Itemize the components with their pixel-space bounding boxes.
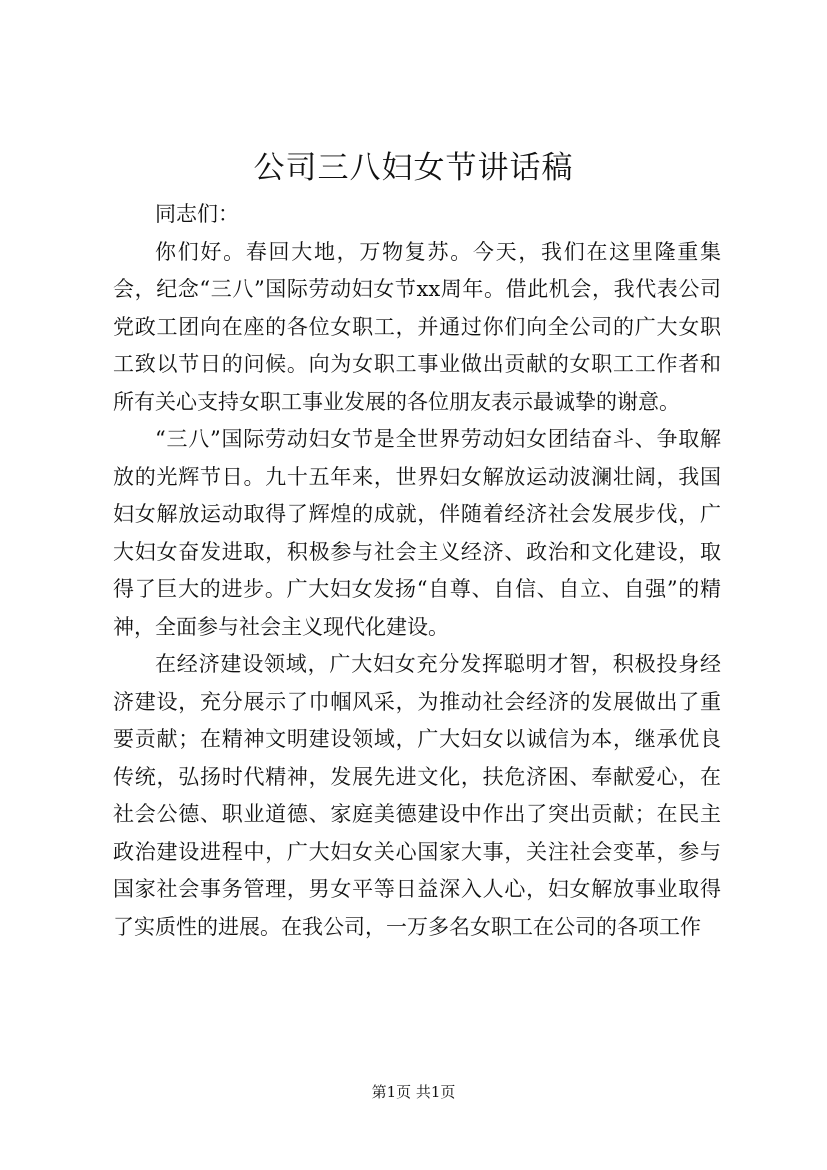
paragraph-1: 你们好。春回大地，万物复苏。今天，我们在这里隆重集会，纪念“三八”国际劳动妇女节xx周年。借此机会，我代表公司党政工团向在座的各位女职工，并通过你们向全公司的广大女职工致以节日的问候。向为女职工事业做出贡献的女职工工作者和所有关心支持女职工事业发展的各位朋友表示最诚挚的谢意。 [113,239,721,414]
paragraph-2: “三八”国际劳动妇女节是全世界劳动妇女团结奋斗、争取解放的光辉节日。九十五年来，世界妇女解放运动波澜壮阔，我国妇女解放运动取得了辉煌的成就，伴随着经济社会发展步伐，广大妇女奋发进取，积极参与社会主义经济、政治和文化建设，取得了巨大的进步。广大妇女发扬“自尊、自信、自立、自强”的精神，全面参与社会主义现代化建设。 [113,427,721,639]
page-footer: 第1页 共1页 [371,1083,456,1101]
salutation: 同志们： [155,202,239,226]
document-body [113,196,721,946]
paragraph-3: 在经济建设领域，广大妇女充分发挥聪明才智，积极投身经济建设，充分展示了巾帼风采，为推动社会经济的发展做出了重要贡献；在精神文明建设领域，广大妇女以诚信为本，继承优良传统，弘扬时代精神，发展先进文化，扶危济困、奉献爱心，在社会公德、职业道德、家庭美德建设中作出了突出贡献；在民主政治建设进程中，广大妇女关心国家大事，关注社会变革，参与国家社会事务管理，男女平等日益深入人心，妇女解放事业取得了实质性的进展。在我公司，一万多名女职工在公司的各项工作 [113,652,721,939]
document-title: 公司三八妇女节讲话稿 [253,150,574,186]
